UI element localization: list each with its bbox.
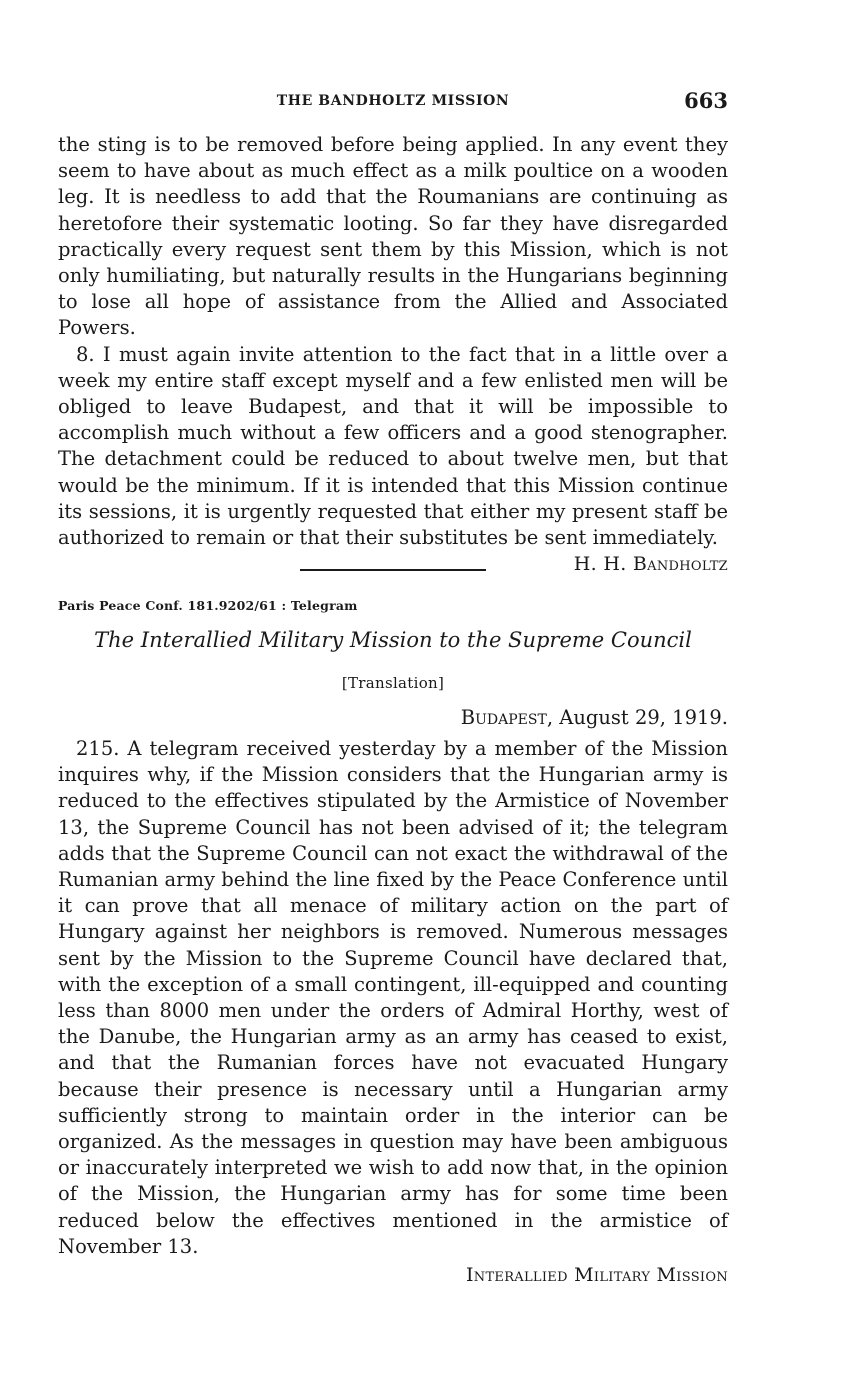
page-header [58,88,728,118]
page-number: 663 [684,88,728,113]
translation-note: [Translation] [341,674,445,692]
section-divider [300,569,486,571]
dateline [461,706,728,729]
dateline-date: , August 29, 1919. [546,706,728,729]
document-title: The Interallied Military Mission to the Supreme Council [94,628,692,652]
dateline-place: Budapest [460,706,547,729]
signature-bandholtz [58,551,728,577]
running-head: THE BANDHOLTZ MISSION [276,93,510,109]
paragraph-215: 215. A telegram received yesterday by a member of the Mission inquires why, if the Mission considers that the Hungarian army is reduced to the effectives stipulated by the Armistice of November 13, the Supreme Council has not been advised of it; the telegram adds that the Supreme Council can not exact the withdrawal of the Rumanian army behind the line fixed by the Peace Conference until it can prove that all menace of military action on the part of Hungary against her neighbors is removed. Numerous messages sent by the Mission to the Supreme Council have declared that, with the exception of a small contingent, ill-equipped and counting less than 8000 men under the orders of Admiral Horthy, west of the Danube, the Hungarian army as an army has ceased to exist, and that the Rumanian forces have not evacuated Hungary because their presence is necessary until a Hungarian army sufficiently strong to maintain order in the interior can be organized. As the messages in question may have been ambiguous or inaccurately interpreted we wish to add now that, in the opinion of the Mission, the Hungarian army has for some time been reduced below the effectives mentioned in the armistice of November 13. [58,737,728,1258]
signature-text: H. H. Bandholtz [573,553,728,576]
signature-mission [58,1262,728,1288]
signature-text: Interallied Military Mission [465,1264,728,1287]
letter-continuation [58,132,728,577]
telegram-body [58,736,728,1288]
paragraph-continued: the sting is to be removed before being applied. In any event they seem to have about as much effect as a milk poultice on a wooden leg. It is needless to add that the Roumanians are continuing as heretofore their systematic looting. So far they have disregarded practically every request sent them by this Mission, which is not only humiliating, but naturally results in the Hungarians beginning to lose all hope of assistance from the Allied and Associated Powers. [58,133,728,340]
paragraph-8: 8. I must again invite attention to the fact that in a little over a week my entire staff except myself and a few enlisted men will be obliged to leave Budapest, and that it will be impossible to accomplish much without a few officers and a good stenographer. The detachment could be reduced to about twelve men, but that would be the minimum. If it is intended that this Mission continue its sessions, it is urgently requested that either my present staff be authorized to remain or that their substitutes be sent immediately. [58,342,728,550]
source-reference: Paris Peace Conf. 181.9202/61 : Telegram [58,598,358,613]
